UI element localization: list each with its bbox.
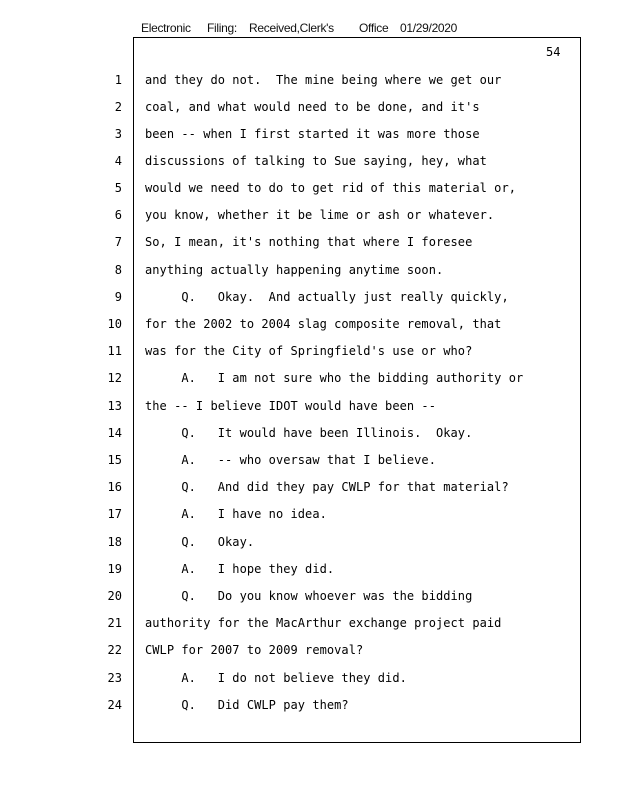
line-number: 4: [114, 154, 122, 168]
transcript-line: was for the City of Springfield's use or who?: [145, 344, 473, 358]
transcript-line: A. I have no idea.: [145, 507, 327, 521]
line-number: 13: [107, 399, 122, 413]
transcript-line: for the 2002 to 2004 slag composite removal, that: [145, 317, 502, 331]
transcript-page-border: [133, 37, 581, 743]
line-number: 14: [107, 426, 122, 440]
transcript-line: Q. It would have been Illinois. Okay.: [145, 426, 473, 440]
filing-stamp-office: Office: [359, 21, 389, 35]
transcript-line: CWLP for 2007 to 2009 removal?: [145, 643, 364, 657]
transcript-line: A. -- who oversaw that I believe.: [145, 453, 436, 467]
transcript-line: Q. And did they pay CWLP for that material?: [145, 480, 509, 494]
transcript-line: A. I am not sure who the bidding authority or: [145, 371, 524, 385]
filing-stamp-filing: Filing:: [207, 21, 237, 35]
transcript-line: Q. Okay. And actually just really quickly,: [145, 290, 509, 304]
line-number: 23: [107, 671, 122, 685]
filing-stamp-received: Received,Clerk's: [249, 21, 334, 35]
line-number: 8: [114, 263, 122, 277]
line-number: 3: [114, 127, 122, 141]
transcript-line: and they do not. The mine being where we get our: [145, 73, 502, 87]
transcript-line: coal, and what would need to be done, and it's: [145, 100, 480, 114]
line-number: 20: [107, 589, 122, 603]
line-number: 10: [107, 317, 122, 331]
transcript-line: So, I mean, it's nothing that where I foresee: [145, 235, 473, 249]
transcript-line: Q. Did CWLP pay them?: [145, 698, 349, 712]
transcript-line: A. I hope they did.: [145, 562, 335, 576]
line-number: 2: [114, 100, 122, 114]
line-number: 19: [107, 562, 122, 576]
line-number: 18: [107, 535, 122, 549]
line-number: 11: [107, 344, 122, 358]
line-number: 6: [114, 208, 122, 222]
line-number: 5: [114, 181, 122, 195]
line-number: 17: [107, 507, 122, 521]
line-number: 9: [114, 290, 122, 304]
transcript-line: authority for the MacArthur exchange project paid: [145, 616, 502, 630]
line-number: 7: [114, 235, 122, 249]
line-number: 16: [107, 480, 122, 494]
line-number: 21: [107, 616, 122, 630]
transcript-line: anything actually happening anytime soon.: [145, 263, 444, 277]
transcript-line: been -- when I first started it was more those: [145, 127, 480, 141]
line-number: 24: [107, 698, 122, 712]
filing-stamp-electronic: Electronic: [141, 21, 191, 35]
transcript-line: discussions of talking to Sue saying, hey, what: [145, 154, 487, 168]
transcript-line: A. I do not believe they did.: [145, 671, 407, 685]
filing-stamp-date: 01/29/2020: [400, 21, 458, 35]
line-number: 15: [107, 453, 122, 467]
page-number: 54: [546, 45, 561, 59]
transcript-line: Q. Okay.: [145, 535, 255, 549]
line-number: 12: [107, 371, 122, 385]
line-number: 1: [114, 73, 122, 87]
line-number: 22: [107, 643, 122, 657]
transcript-line: would we need to do to get rid of this material or,: [145, 181, 517, 195]
transcript-line: the -- I believe IDOT would have been --: [145, 399, 436, 413]
transcript-line: you know, whether it be lime or ash or whatever.: [145, 208, 495, 222]
transcript-line: Q. Do you know whoever was the bidding: [145, 589, 473, 603]
